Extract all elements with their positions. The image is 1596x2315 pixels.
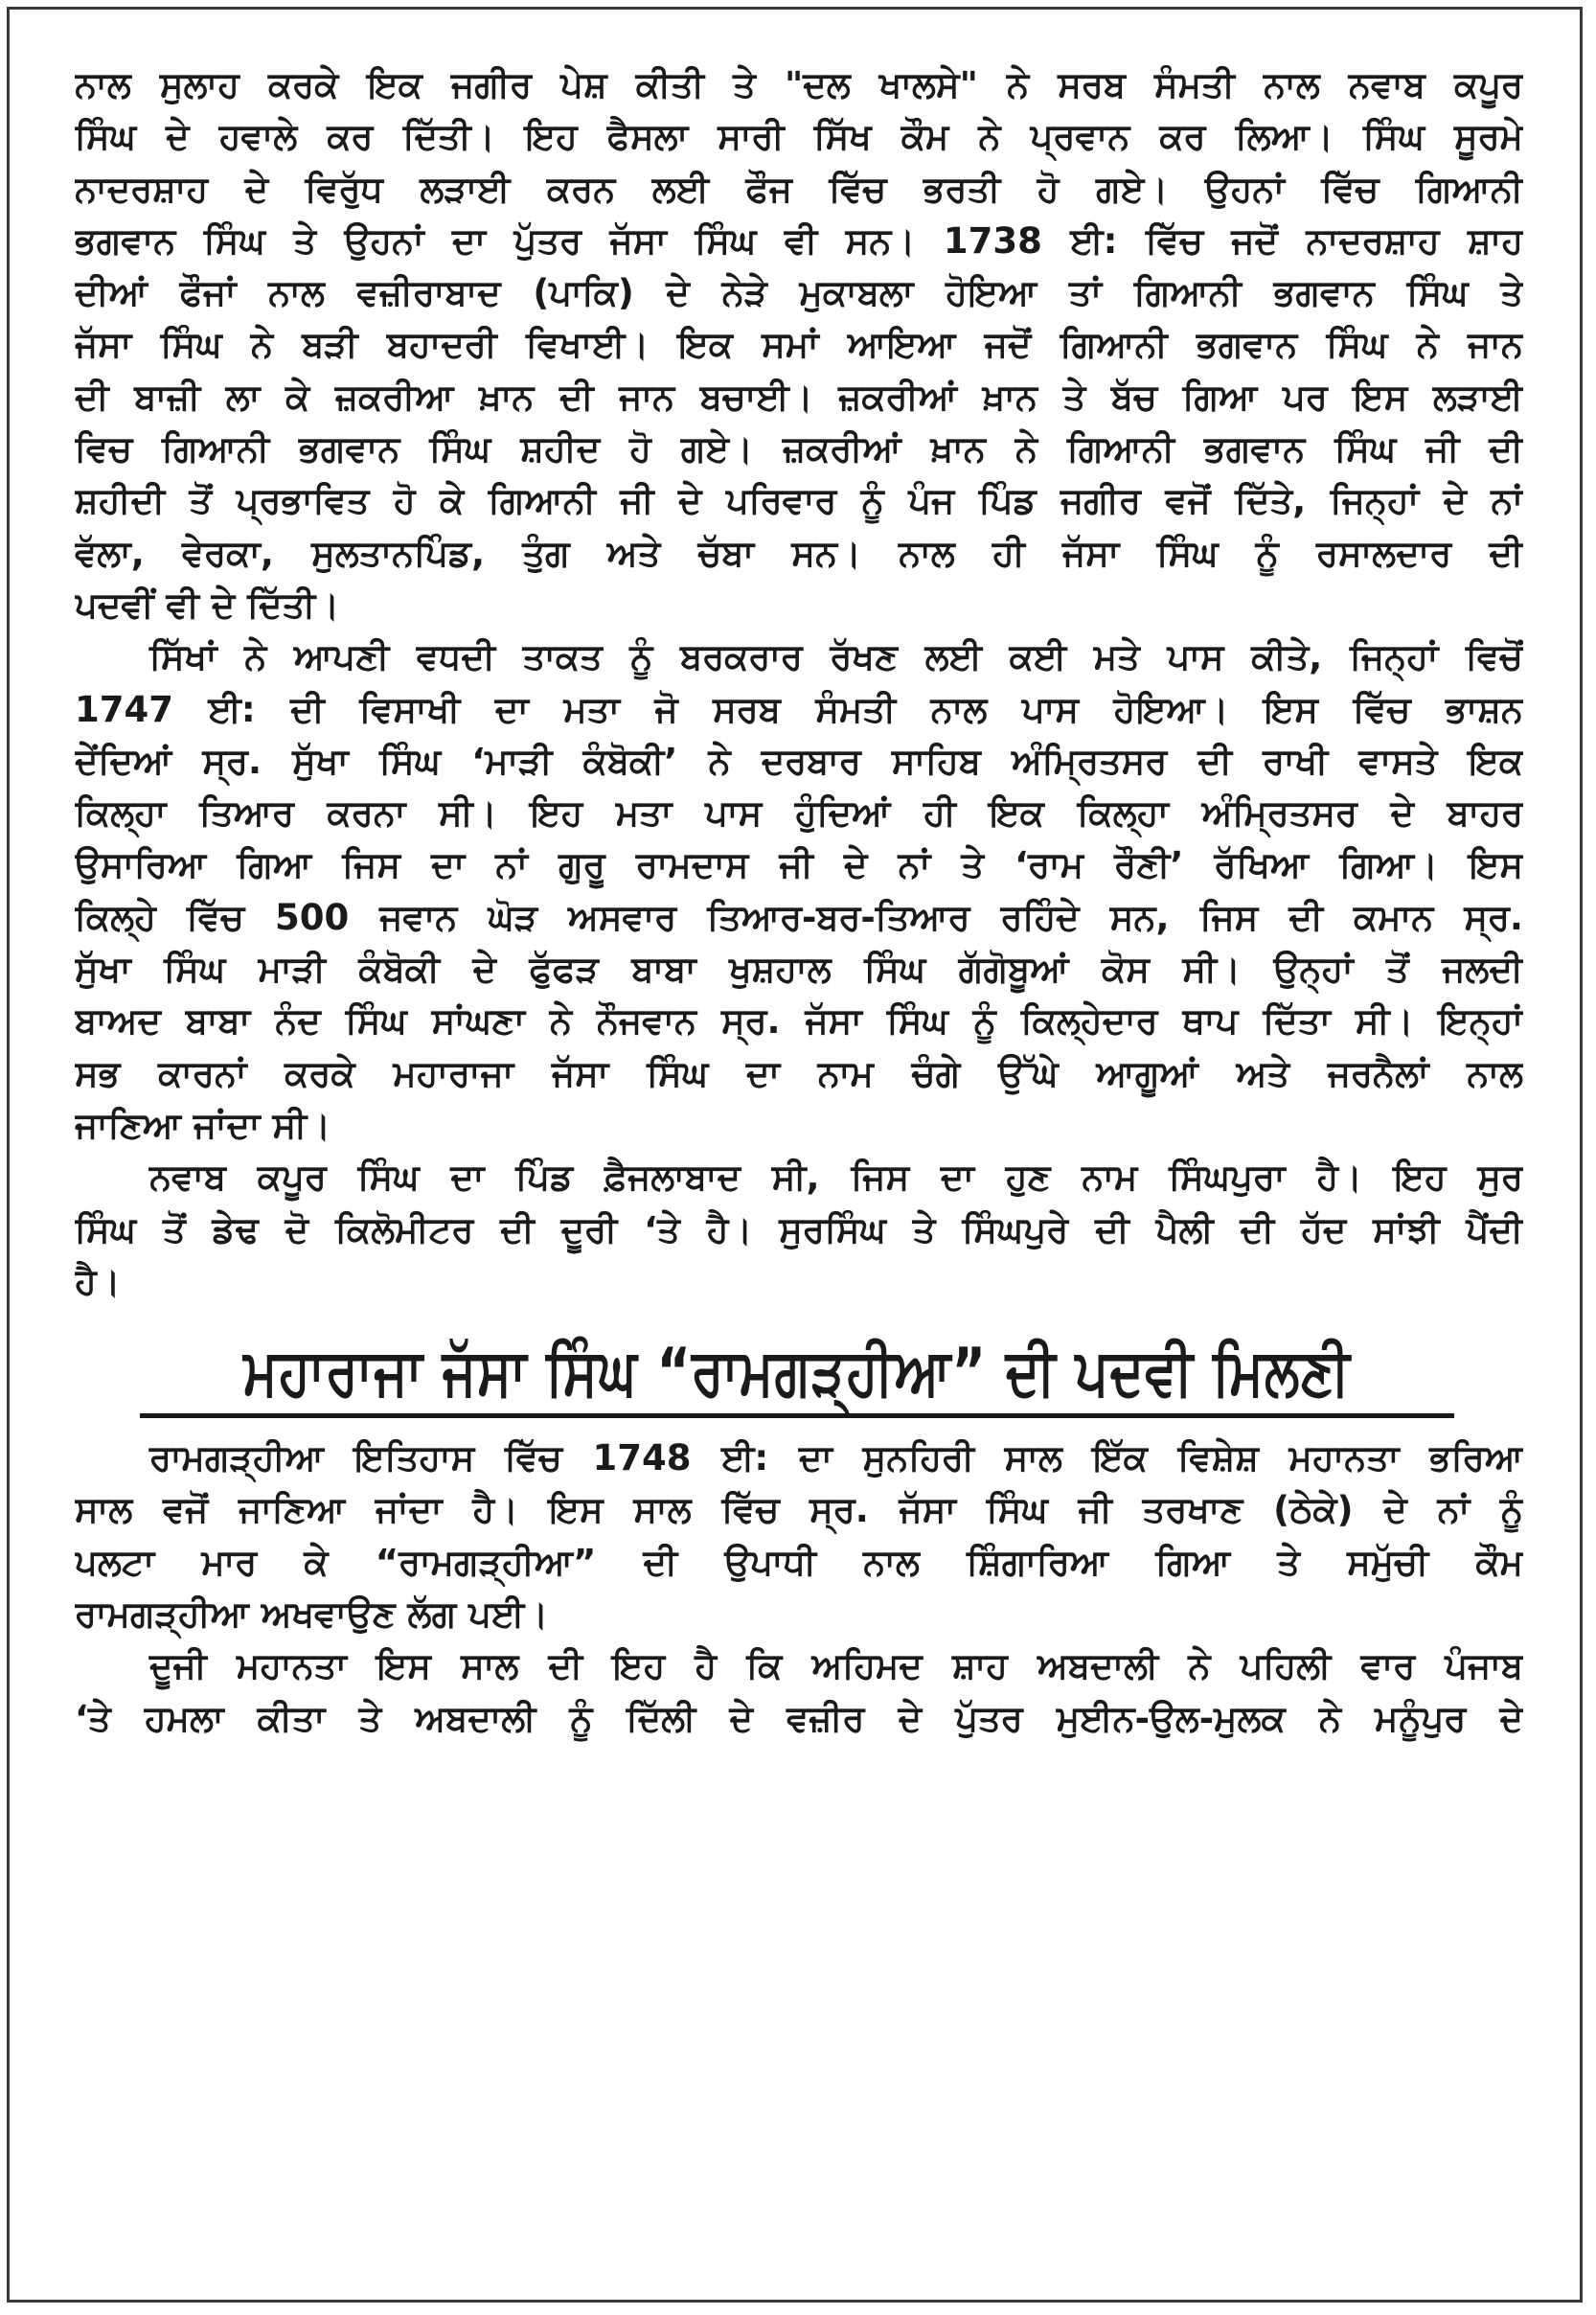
text-line: 1747 ਈ: ਦੀ ਵਿਸਾਖੀ ਦਾ ਮਤਾ ਜੋ ਸਰਬ ਸੰਮਤੀ ਨਾਲ ਪਾਸ ਹੋਇਆ। ਇਸ ਵਿੱਚ ਭਾਸ਼ਨ bbox=[75, 688, 1523, 730]
text-line: ਨਵਾਬ ਕਪੂਰ ਸਿੰਘ ਦਾ ਪਿੰਡ ਫ਼ੈਜਲਾਬਾਦ ਸੀ, ਜਿਸ ਦਾ ਹੁਣ ਨਾਮ ਸਿੰਘਪੁਰਾ ਹੈ। ਇਹ ਸੁਰ bbox=[149, 1157, 1523, 1199]
text-line: ‘ਤੇ ਹਮਲਾ ਕੀਤਾ ਤੇ ਅਬਦਾਲੀ ਨੂੰ ਦਿੱਲੀ ਦੇ ਵਜ਼ੀਰ ਦੇ ਪੁੱਤਰ ਮੁਈਨ-ਉਲ-ਮੁਲਕ ਨੇ ਮਨੂੰਪੁਰ ਦੇ bbox=[75, 1697, 1523, 1739]
text-line: ਜਾਣਿਆ ਜਾਂਦਾ ਸੀ। bbox=[75, 1104, 331, 1146]
paragraph-1 bbox=[75, 59, 1523, 631]
text-line: ਰਾਮਗੜ੍ਹੀਆ ਅਖਵਾਉਣ ਲੱਗ ਪਈ। bbox=[75, 1593, 549, 1636]
text-line: ਸਿੰਘ ਦੇ ਹਵਾਲੇ ਕਰ ਦਿੱਤੀ। ਇਹ ਫੈਸਲਾ ਸਾਰੀ ਸਿੱਖ ਕੌਮ ਨੇ ਪ੍ਰਵਾਨ ਕਰ ਲਿਆ। ਸਿੰਘ ਸੂਰਮੇ bbox=[75, 116, 1523, 158]
text-line: ਪਦਵੀਂ ਵੀ ਦੇ ਦਿੱਤੀ। bbox=[75, 584, 340, 626]
text-line: ਹੈ। bbox=[75, 1260, 121, 1302]
paragraph-5 bbox=[75, 1640, 1523, 1745]
section-heading-block bbox=[75, 1308, 1523, 1433]
text-line: ਦੂਜੀ ਮਹਾਨਤਾ ਇਸ ਸਾਲ ਦੀ ਇਹ ਹੈ ਕਿ ਅਹਿਮਦ ਸ਼ਾਹ ਅਬਦਾਲੀ ਨੇ ਪਹਿਲੀ ਵਾਰ ਪੰਜਾਬ bbox=[149, 1645, 1523, 1687]
text-line: ਸੁੱਖਾ ਸਿੰਘ ਮਾੜੀ ਕੰਬੋਕੀ ਦੇ ਫੁੱਫੜ ਬਾਬਾ ਖੁਸ਼ਹਾਲ ਸਿੰਘ ਗੱਗੋਬੂਆਂ ਕੋਸ ਸੀ। ਉਨ੍ਹਾਂ ਤੋਂ ਜਲਦੀ bbox=[75, 949, 1523, 991]
text-line: ਕਿਲ੍ਹੇ ਵਿੱਚ 500 ਜਵਾਨ ਘੋੜ ਅਸਵਾਰ ਤਿਆਰ-ਬਰ-ਤਿਆਰ ਰਹਿੰਦੇ ਸਨ, ਜਿਸ ਦੀ ਕਮਾਨ ਸ੍ਰ. bbox=[75, 896, 1523, 938]
text-line: ਕਿਲ੍ਹਾ ਤਿਆਰ ਕਰਨਾ ਸੀ। ਇਹ ਮਤਾ ਪਾਸ ਹੁੰਦਿਆਂ ਹੀ ਇਕ ਕਿਲ੍ਹਾ ਅੰਮ੍ਰਿਤਸਰ ਦੇ ਬਾਹਰ bbox=[75, 792, 1523, 835]
text-line: ਸਿੱਖਾਂ ਨੇ ਆਪਣੀ ਵਧਦੀ ਤਾਕਤ ਨੂੰ ਬਰਕਰਾਰ ਰੱਖਣ ਲਈ ਕਈ ਮਤੇ ਪਾਸ ਕੀਤੇ, ਜਿਨ੍ਹਾਂ ਵਿਚੋਂ bbox=[149, 636, 1523, 678]
document-body bbox=[75, 59, 1523, 1745]
text-line: ਸ਼ਹੀਦੀ ਤੋਂ ਪ੍ਰਭਾਵਿਤ ਹੋ ਕੇ ਗਿਆਨੀ ਜੀ ਦੇ ਪਰਿਵਾਰ ਨੂੰ ਪੰਜ ਪਿੰਡ ਜਗੀਰ ਵਜੋਂ ਦਿੱਤੇ, ਜਿਨ੍ਹਾਂ ਦੇ ਨਾਂ bbox=[75, 480, 1523, 522]
heading-underline bbox=[140, 1413, 1454, 1418]
text-line: ਪਲਟਾ ਮਾਰ ਕੇ “ਰਾਮਗੜ੍ਹੀਆ” ਦੀ ਉਪਾਧੀ ਨਾਲ ਸ਼ਿੰਗਾਰਿਆ ਗਿਆ ਤੇ ਸਮੁੱਚੀ ਕੌਮ bbox=[75, 1541, 1523, 1583]
text-line: ਵੱਲਾ, ਵੇਰਕਾ, ਸੁਲਤਾਨਪਿੰਡ, ਤੁੰਗ ਅਤੇ ਚੱਬਾ ਸਨ। ਨਾਲ ਹੀ ਜੱਸਾ ਸਿੰਘ ਨੂੰ ਰਸਾਲਦਾਰ ਦੀ bbox=[75, 532, 1523, 574]
text-line: ਬਾਅਦ ਬਾਬਾ ਨੰਦ ਸਿੰਘ ਸਾਂਘਣਾ ਨੇ ਨੌਜਵਾਨ ਸ੍ਰ. ਜੱਸਾ ਸਿੰਘ ਨੂੰ ਕਿਲ੍ਹੇਦਾਰ ਥਾਪ ਦਿੱਤਾ ਸੀ। ਇਨ੍ਹਾਂ bbox=[75, 1000, 1523, 1043]
text-line: ਦੀ ਬਾਜ਼ੀ ਲਾ ਕੇ ਜ਼ਕਰੀਆ ਖ਼ਾਨ ਦੀ ਜਾਨ ਬਚਾਈ। ਜ਼ਕਰੀਆਂ ਖ਼ਾਨ ਤੇ ਬੱਚ ਗਿਆ ਪਰ ਇਸ ਲੜਾਈ bbox=[75, 376, 1523, 418]
text-line: ਰਾਮਗੜ੍ਹੀਆ ਇਤਿਹਾਸ ਵਿੱਚ 1748 ਈ: ਦਾ ਸੁਨਹਿਰੀ ਸਾਲ ਇੱਕ ਵਿਸ਼ੇਸ਼ ਮਹਾਨਤਾ ਭਰਿਆ bbox=[149, 1437, 1523, 1479]
text-line: ਦੇਂਦਿਆਂ ਸ੍ਰ. ਸੁੱਖਾ ਸਿੰਘ ‘ਮਾੜੀ ਕੰਬੋਕੀ’ ਨੇ ਦਰਬਾਰ ਸਾਹਿਬ ਅੰਮ੍ਰਿਤਸਰ ਦੀ ਰਾਖੀ ਵਾਸਤੇ ਇਕ bbox=[75, 740, 1523, 782]
text-line: ਵਿਚ ਗਿਆਨੀ ਭਗਵਾਨ ਸਿੰਘ ਸ਼ਹੀਦ ਹੋ ਗਏ। ਜ਼ਕਰੀਆਂ ਖ਼ਾਨ ਨੇ ਗਿਆਨੀ ਭਗਵਾਨ ਸਿੰਘ ਜੀ ਦੀ bbox=[75, 428, 1523, 470]
text-line: ਜੱਸਾ ਸਿੰਘ ਨੇ ਬੜੀ ਬਹਾਦਰੀ ਵਿਖਾਈ। ਇਕ ਸਮਾਂ ਆਇਆ ਜਦੋਂ ਗਿਆਨੀ ਭਗਵਾਨ ਸਿੰਘ ਨੇ ਜਾਨ bbox=[75, 324, 1523, 366]
text-line: ਸਾਲ ਵਜੋਂ ਜਾਣਿਆ ਜਾਂਦਾ ਹੈ। ਇਸ ਸਾਲ ਵਿੱਚ ਸ੍ਰ. ਜੱਸਾ ਸਿੰਘ ਜੀ ਤਰਖਾਣ (ਠੇਕੇ) ਦੇ ਨਾਂ ਨੂੰ bbox=[75, 1489, 1523, 1531]
text-line: ਭਗਵਾਨ ਸਿੰਘ ਤੇ ਉਹਨਾਂ ਦਾ ਪੁੱਤਰ ਜੱਸਾ ਸਿੰਘ ਵੀ ਸਨ। 1738 ਈ: ਵਿੱਚ ਜਦੋਂ ਨਾਦਰਸ਼ਾਹ ਸ਼ਾਹ bbox=[75, 219, 1523, 262]
paragraph-4 bbox=[75, 1433, 1523, 1640]
text-line: ਉਸਾਰਿਆ ਗਿਆ ਜਿਸ ਦਾ ਨਾਂ ਗੁਰੂ ਰਾਮਦਾਸ ਜੀ ਦੇ ਨਾਂ ਤੇ ‘ਰਾਮ ਰੌਣੀ’ ਰੱਖਿਆ ਗਿਆ। ਇਸ bbox=[75, 844, 1523, 886]
text-line: ਸਭ ਕਾਰਨਾਂ ਕਰਕੇ ਮਹਾਰਾਜਾ ਜੱਸਾ ਸਿੰਘ ਦਾ ਨਾਮ ਚੰਗੇ ਉੱਘੇ ਆਗੂਆਂ ਅਤੇ ਜਰਨੈਲਾਂ ਨਾਲ bbox=[75, 1052, 1523, 1094]
text-line: ਨਾਦਰਸ਼ਾਹ ਦੇ ਵਿਰੁੱਧ ਲੜਾਈ ਕਰਨ ਲਈ ਫੌਜ ਵਿੱਚ ਭਰਤੀ ਹੋ ਗਏ। ਉਹਨਾਂ ਵਿੱਚ ਗਿਆਨੀ bbox=[75, 168, 1523, 210]
text-line: ਨਾਲ ਸੁਲਾਹ ਕਰਕੇ ਇਕ ਜਗੀਰ ਪੇਸ਼ ਕੀਤੀ ਤੇ "ਦਲ ਖਾਲਸੇ" ਨੇ ਸਰਬ ਸੰਮਤੀ ਨਾਲ ਨਵਾਬ ਕਪੂਰ bbox=[75, 64, 1523, 105]
paragraph-3 bbox=[75, 1152, 1523, 1308]
text-line: ਦੀਆਂ ਫੌਜਾਂ ਨਾਲ ਵਜ਼ੀਰਾਬਾਦ (ਪਾਕਿ) ਦੇ ਨੇੜੇ ਮੁਕਾਬਲਾ ਹੋਇਆ ਤਾਂ ਗਿਆਨੀ ਭਗਵਾਨ ਸਿੰਘ ਤੇ bbox=[75, 272, 1523, 314]
text-line: ਸਿੰਘ ਤੋਂ ਡੇਢ ਦੋ ਕਿਲੋਮੀਟਰ ਦੀ ਦੂਰੀ ‘ਤੇ ਹੈ। ਸੁਰਸਿੰਘ ਤੇ ਸਿੰਘਪੁਰੇ ਦੀ ਪੈਲੀ ਦੀ ਹੱਦ ਸਾਂਝੀ ਪੈਂਦੀ bbox=[75, 1208, 1523, 1250]
paragraph-2 bbox=[75, 631, 1523, 1152]
section-heading: ਮਹਾਰਾਜਾ ਜੱਸਾ ਸਿੰਘ “ਰਾਮਗੜ੍ਹੀਆ” ਦੀ ਪਦਵੀ ਮਿਲਣੀ bbox=[243, 1334, 1351, 1410]
